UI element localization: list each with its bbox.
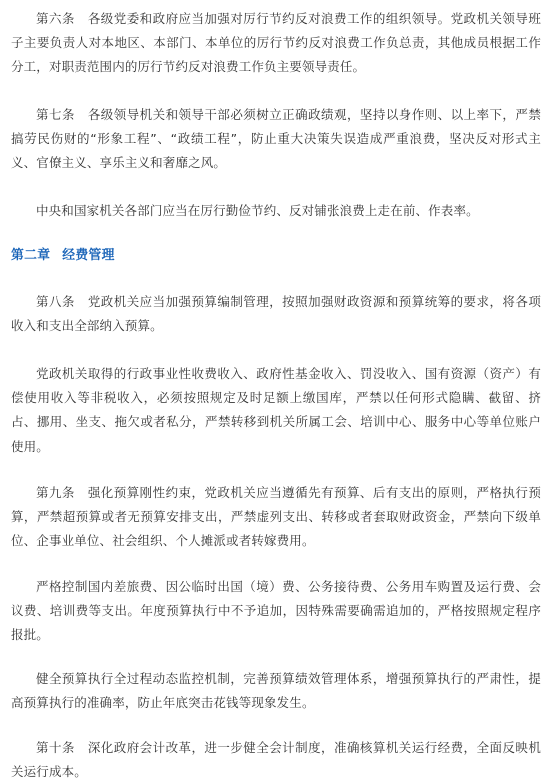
article-7-paragraph: 第七条 各级领导机关和领导干部必须树立正确政绩观，坚持以身作则、以上率下，严禁搞劳民伤财的“形象工程”、“政绩工程”，防止重大决策失误造成严重浪费，坚决反对形式主义、官僚主义、享乐主义和奢靡之风。 [11,107,541,171]
central-departments-paragraph: 中央和国家机关各部门应当在厉行勤俭节约、反对铺张浪费上走在前、作表率。 [36,203,479,218]
article-8-paragraph: 第八条 党政机关应当加强预算编制管理，按照加强财政资源和预算统筹的要求，将各项收入和支出全部纳入预算。 [11,294,541,334]
chapter-number: 第二章 [11,248,51,263]
chapter-heading [11,245,115,267]
article-10-paragraph: 第十条 深化政府会计改革，进一步健全会计制度，准确核算机关运行经费，全面反映机关运行成本。 [11,740,541,780]
chapter-title: 经费管理 [62,248,115,263]
expense-control-paragraph: 严格控制国内差旅费、因公临时出国（境）费、公务接待费、公务用车购置及运行费、会议费、培训费等支出。年度预算执行中不予追加，因特殊需要确需追加的，严格按照规定程序报批。 [11,579,541,643]
budget-monitoring-paragraph: 健全预算执行全过程动态监控机制，完善预算绩效管理体系，增强预算执行的严肃性，提高预算执行的准确率，防止年底突击花钱等现象发生。 [11,671,541,711]
article-9-paragraph: 第九条 强化预算刚性约束，党政机关应当遵循先有预算、后有支出的原则，严格执行预算，严禁超预算或者无预算安排支出，严禁虚列支出、转移或者套取财政资金，严禁向下级单位、企事业单位、社会组织、个人摊派或者转嫁费用。 [11,485,541,549]
article-6-paragraph: 第六条 各级党委和政府应当加强对厉行节约反对浪费工作的组织领导。党政机关领导班子主要负责人对本地区、本部门、本单位的厉行节约反对浪费工作负总责，其他成员根据工作分工，对职责范围内的厉行节约反对浪费工作负主要领导责任。 [11,11,541,75]
non-tax-revenue-paragraph: 党政机关取得的行政事业性收费收入、政府性基金收入、罚没收入、国有资源（资产）有偿使用收入等非税收入，必须按照规定及时足额上缴国库，严禁以任何形式隐瞒、截留、挤占、挪用、坐支、拖欠或者私分，严禁转移到机关所属工会、培训中心、服务中心等单位账户使用。 [11,366,541,454]
